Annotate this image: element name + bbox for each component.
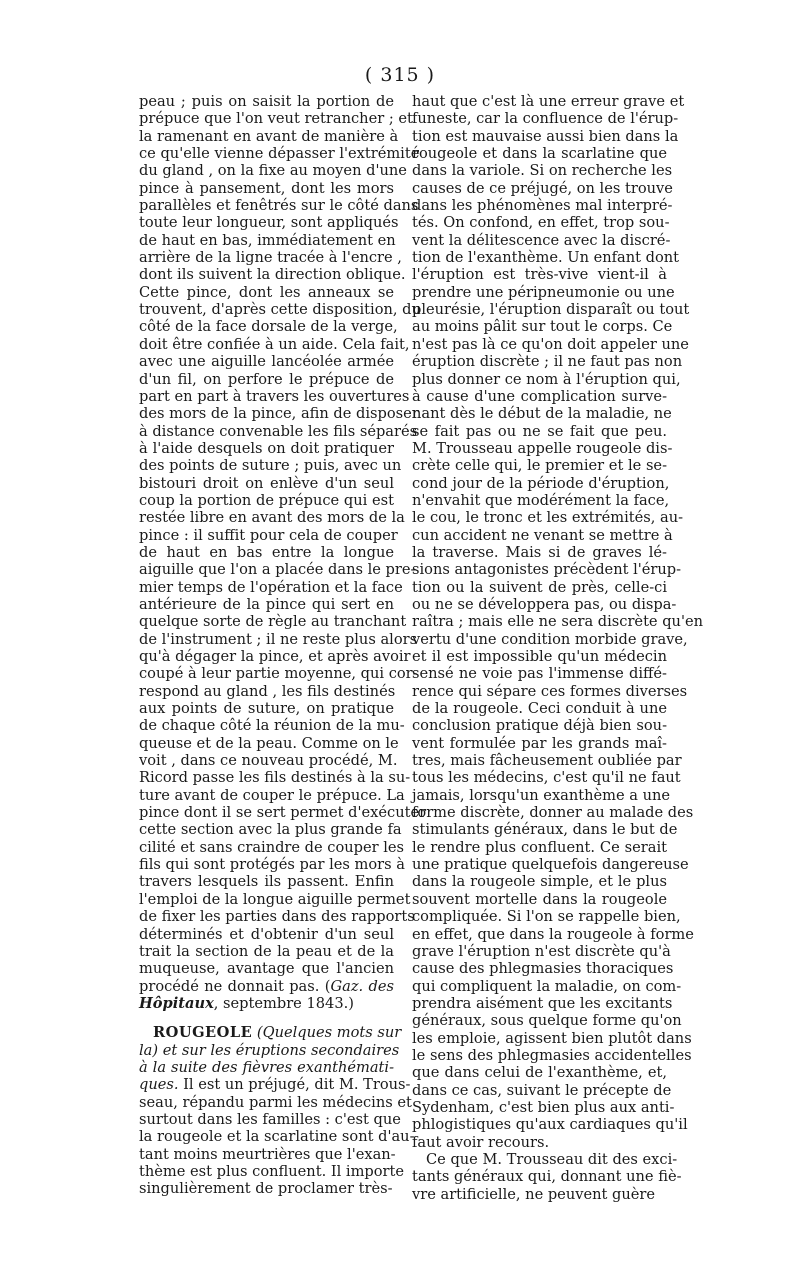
text-line: vent formulée par les grands maî-	[412, 734, 667, 752]
text-line: ture avant de couper le prépuce. La	[139, 786, 405, 804]
text-line: la ramenant en avant de manière à	[139, 127, 399, 145]
text-line: n'est pas là ce qu'on doit appeler une	[412, 335, 689, 353]
text-line: faut avoir recours.	[412, 1133, 550, 1151]
left-column	[139, 93, 427, 1198]
text-line: la traverse. Mais si de graves lé-	[412, 543, 667, 561]
text-line: que dans celui de l'exanthème, et,	[412, 1064, 667, 1082]
text-line: n'envahit que modérément la face,	[412, 491, 670, 509]
text-line: des mors de la pince, afin de disposer	[139, 405, 419, 423]
text-line: trouvent, d'après cette disposition, du	[139, 301, 421, 319]
text-line: nant dès le début de la maladie, ne	[412, 405, 672, 423]
text-line: au moins pâlit sur tout le corps. Ce	[412, 318, 673, 336]
text-line: la rougeole et la scarlatine sont d'au-	[139, 1128, 415, 1146]
text-line: qui compliquent la maladie, on com-	[412, 977, 682, 995]
text-line: pleurésie, l'éruption disparaît ou tout	[412, 301, 690, 319]
text-line: avec une aiguille lancéolée armée	[139, 353, 394, 371]
text-line: à cause d'une complication surve-	[412, 387, 667, 405]
text-line: quelque sorte de règle au tranchant	[139, 613, 407, 631]
text-line: tants généraux qui, donnant une fiè-	[412, 1168, 682, 1186]
text-line: tous les médecins, c'est qu'il ne faut	[412, 769, 681, 787]
text-line: causes de ce préjugé, on les trouve	[412, 179, 673, 197]
text-line: prépuce que l'on veut retrancher ; et	[139, 110, 413, 128]
text-line: Ricord passe les fils destinés à la su-	[139, 769, 411, 787]
text-line: le sens des phlegmasies accidentelles	[412, 1046, 692, 1064]
text-line: déterminés et d'obtenir d'un seul	[139, 925, 394, 943]
right-column	[412, 93, 703, 1203]
text-line: tés. On confond, en effet, trop sou-	[412, 214, 670, 232]
text-line: l'emploi de la longue aiguille permet	[139, 890, 411, 908]
text-line: pince : il suffit pour cela de couper	[139, 526, 398, 544]
text-line: trait la section de la peau et de la	[139, 942, 394, 960]
text-line: peau ; puis on saisit la portion de	[139, 93, 394, 110]
text-line: vent la délitescence avec la discré-	[412, 231, 671, 249]
text-line: dans la rougeole simple, et le plus	[412, 873, 667, 891]
rougeole-title-line-4: ques. Il est un préjugé, dit M. Trous-	[139, 1076, 411, 1094]
right-column-text	[412, 93, 703, 1151]
text-line: Ce que M. Trousseau dit des exci-	[426, 1150, 678, 1168]
text-line: à distance convenable les fils séparés	[139, 422, 418, 440]
text-line: crète celle qui, le premier et le se-	[412, 457, 667, 475]
text-line: de chaque côté la réunion de la mu-	[139, 717, 405, 735]
left-column-text	[139, 93, 427, 978]
text-line: antérieure de la pince qui sert en	[139, 595, 394, 613]
text-line: fils qui sont protégés par les mors à	[139, 856, 405, 874]
text-line: aux points de suture, on pratique	[139, 700, 394, 718]
text-line: singulièrement de proclamer très-	[139, 1180, 393, 1198]
text-line: côté de la face dorsale de la verge,	[139, 318, 398, 336]
text-line: travers lesquels ils passent. Enfin	[139, 873, 394, 891]
text-line: de la rougeole. Ceci conduit à une	[412, 700, 667, 718]
text-line: dans les phénomènes mal interpré-	[412, 197, 673, 215]
text-line: cette section avec la plus grande fa	[139, 821, 402, 839]
text-line: voit , dans ce nouveau procédé, M.	[139, 752, 398, 770]
text-line: ce qu'elle vienne dépasser l'extrémité	[139, 145, 420, 163]
section-spacer	[139, 1012, 394, 1024]
rougeole-heading-line: ROUGEOLE (Quelques mots sur	[153, 1024, 402, 1042]
text-line: cond jour de la période d'éruption,	[412, 474, 670, 492]
rougeole-title-line-2: la) et sur les éruptions secondaires	[139, 1041, 400, 1059]
text-line: seau, répandu parmi les médecins et	[139, 1093, 412, 1111]
text-line: Cette pince, dont les anneaux se	[139, 283, 394, 301]
text-line: cilité et sans craindre de couper les	[139, 838, 405, 856]
text-line: sions antagonistes précèdent l'érup-	[412, 561, 682, 579]
text-line: de fixer les parties dans des rapports	[139, 908, 415, 926]
text-line: haut que c'est là une erreur grave et	[412, 93, 685, 110]
text-line: qu'à dégager la pince, et après avoir	[139, 648, 411, 665]
text-line: des points de suture ; puis, avec un	[139, 457, 402, 475]
text-line: souvent mortelle dans la rougeole	[412, 890, 667, 908]
text-line: tion ou la suivent de près, celle-ci	[412, 578, 667, 596]
text-line: vertu d'une condition morbide grave,	[412, 630, 688, 648]
rougeole-title-line-3: à la suite des fièvres exanthémati-	[139, 1058, 394, 1076]
text-line: de haut en bas entre la longue	[139, 543, 394, 561]
text-line: d'un fil, on perfore le prépuce de	[139, 370, 394, 388]
text-line: dans la variole. Si on recherche les	[412, 162, 673, 180]
text-line: rence qui sépare ces formes diverses	[412, 682, 688, 700]
text-line: généraux, sous quelque forme qu'on	[412, 1012, 682, 1030]
text-line: prendre une péripneumonie ou une	[412, 283, 675, 301]
text-line: doit être confiée à un aide. Cela fait,	[139, 335, 410, 353]
text-line: muqueuse, avantage que l'ancien	[139, 960, 394, 978]
text-line: jamais, lorsqu'un exanthème a une	[412, 786, 671, 804]
text-line: funeste, car la confluence de l'érup-	[412, 110, 679, 128]
text-line: cun accident ne venant se mettre à	[412, 526, 673, 544]
text-line: cause des phlegmasies thoraciques	[412, 960, 674, 978]
text-line: et il est impossible qu'un médecin	[412, 648, 667, 665]
text-line: coupé à leur partie moyenne, qui cor-	[139, 665, 418, 683]
text-line: compliquée. Si l'on se rappelle bien,	[412, 908, 681, 926]
text-line: part en part à travers les ouvertures	[139, 387, 410, 405]
text-line: bistouri droit on enlève d'un seul	[139, 474, 394, 492]
text-line: grave l'éruption n'est discrète qu'à	[412, 942, 671, 960]
text-line: de l'instrument ; il ne reste plus alors	[139, 630, 418, 648]
text-line: queuse et de la peau. Comme on le	[139, 734, 399, 752]
text-line: dans ce cas, suivant le précepte de	[412, 1081, 672, 1099]
text-line: sensé ne voie pas l'immense diffé-	[412, 665, 667, 683]
text-line: phlogistiques qu'aux cardiaques qu'il	[412, 1116, 688, 1134]
text-line: respond au gland , les fils destinés	[139, 682, 396, 700]
text-line: aiguille que l'on a placée dans le pre-	[139, 561, 416, 579]
text-line: conclusion pratique déjà bien sou-	[412, 717, 667, 735]
text-line: l'éruption est très-vive vient-il à	[412, 266, 667, 284]
text-line: pince à pansement, dont les mors	[139, 179, 394, 197]
text-line: mier temps de l'opération et la face	[139, 578, 403, 596]
text-line: M. Trousseau appelle rougeole dis-	[412, 439, 673, 457]
text-line: ou ne se développera pas, ou dispa-	[412, 595, 677, 613]
text-line: tant moins meurtrières que l'exan-	[139, 1145, 396, 1163]
text-line: une pratique quelquefois dangereuse	[412, 856, 689, 874]
text-line: restée libre en avant des mors de la	[139, 509, 405, 527]
text-line: surtout dans les familles : c'est que	[139, 1110, 401, 1128]
text-line: les emploie, agissent bien plutôt dans	[412, 1029, 692, 1047]
text-line: tres, mais fâcheusement oubliée par	[412, 752, 682, 770]
citation-line: procédé ne donnait pas. (Gaz. des	[139, 977, 394, 995]
text-line: de haut en bas, immédiatement en	[139, 231, 396, 249]
text-line: dont ils suivent la direction oblique.	[139, 266, 406, 284]
left-column-text-after	[139, 1093, 415, 1198]
text-line: pince dont il se sert permet d'exécuter	[139, 804, 427, 822]
text-line: plus donner ce nom à l'éruption qui,	[412, 370, 681, 388]
citation-line-2: Hôpitaux, septembre 1843.)	[139, 994, 354, 1012]
text-line: prendra aisément que les excitants	[412, 994, 673, 1012]
text-line: se fait pas ou ne se fait que peu.	[412, 422, 667, 440]
text-line: toute leur longueur, sont appliqués	[139, 214, 399, 232]
text-line: le rendre plus confluent. Ce serait	[412, 838, 667, 856]
rougeole-heading: ROUGEOLE	[153, 1024, 253, 1042]
text-line: le cou, le tronc et les extrémités, au-	[412, 509, 684, 527]
text-line: forme discrète, donner au malade des	[412, 804, 694, 822]
text-line: vre artificielle, ne peuvent guère	[412, 1185, 655, 1203]
text-line: tion de l'exanthème. Un enfant dont	[412, 249, 680, 267]
page-number: ( 315 )	[364, 64, 436, 86]
text-line: coup la portion de prépuce qui est	[139, 491, 394, 509]
text-line: raîtra ; mais elle ne sera discrète qu'en	[412, 613, 703, 631]
text-line: éruption discrète ; il ne faut pas non	[412, 353, 683, 371]
text-line: à l'aide desquels on doit pratiquer	[139, 439, 394, 457]
text-line: du gland , on la fixe au moyen d'une	[139, 162, 407, 180]
text-line: parallèles et fenêtrés sur le côté dans	[139, 197, 419, 215]
text-line: tion est mauvaise aussi bien dans la	[412, 127, 679, 145]
text-line: thème est plus confluent. Il importe	[139, 1162, 405, 1180]
text-line: stimulants généraux, dans le but de	[412, 821, 678, 839]
text-line: Sydenham, c'est bien plus aux anti-	[412, 1098, 675, 1116]
right-column-text-after	[412, 1150, 682, 1203]
text-line: arrière de la ligne tracée à l'encre ,	[139, 249, 402, 267]
text-line: en effet, que dans la rougeole à forme	[412, 925, 694, 943]
text-line: rougeole et dans la scarlatine que	[412, 145, 667, 163]
